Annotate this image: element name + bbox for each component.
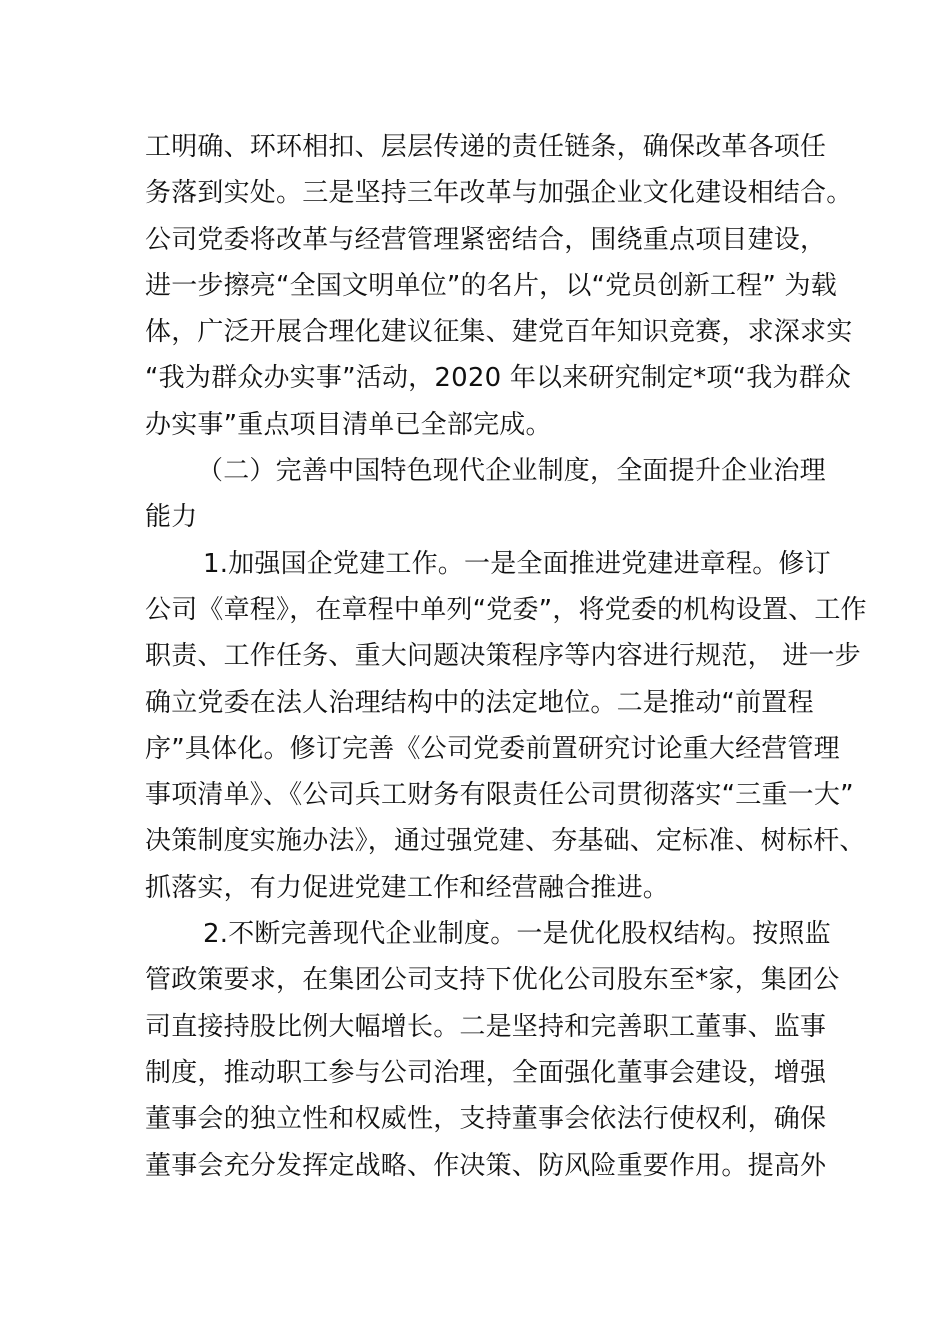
text-line: 进一步擦亮“全国文明单位”的名片，以“党员创新工程” 为载	[145, 270, 837, 301]
paragraph-start: 1.加强国企党建工作。一是全面推进党建进章程。修订	[203, 548, 831, 579]
text-line: 工明确、环环相扣、层层传递的责任链条，确保改革各项任	[145, 132, 827, 162]
text-line: “我为群众办实事”活动，2020 年以来研究制定*项“我为群众	[145, 363, 852, 394]
text-line: 管政策要求，在集团公司支持下优化公司股东至*家，集团公	[145, 965, 840, 996]
body-text	[145, 124, 867, 1189]
text-line: 公司《章程》，在章程中单列“党委”，将党委的机构设置、工作	[145, 594, 867, 625]
text-line: 公司党委将改革与经营管理紧密结合，围绕重点项目建设，	[145, 224, 827, 255]
text-line: 董事会充分发挥定战略、作决策、防风险重要作用。提高外	[145, 1150, 827, 1181]
text-line: 制度，推动职工参与公司治理，全面强化董事会建设，增强	[145, 1057, 827, 1088]
text-line: 办实事”重点项目清单已全部完成。	[145, 409, 552, 440]
text-line: 董事会的独立性和权威性，支持董事会依法行使权利，确保	[145, 1104, 827, 1135]
section-heading: （二）完善中国特色现代企业制度，全面提升企业治理	[197, 456, 826, 487]
text-line: 确立党委在法人治理结构中的法定地位。二是推动“前置程	[145, 687, 814, 718]
text-line: 体，广泛开展合理化建议征集、建党百年知识竞赛，求深求实	[145, 317, 853, 348]
text-line: 事项清单》、《公司兵工财务有限责任公司贯彻落实“三重一大”	[145, 780, 854, 811]
text-line: 抓落实，有力促进党建工作和经营融合推进。	[145, 872, 670, 903]
text-line: 序”具体化。修订完善《公司党委前置研究讨论重大经营管理	[145, 733, 840, 764]
text-line: 决策制度实施办法》，通过强党建、夯基础、定标准、树标杆、	[145, 826, 866, 857]
text-line: 职责、工作任务、重大问题决策程序等内容进行规范， 进一步	[145, 641, 861, 672]
text-line: 务落到实处。三是坚持三年改革与加强企业文化建设相结合。	[145, 178, 853, 209]
text-line: 司直接持股比例大幅增长。二是坚持和完善职工董事、监事	[145, 1011, 827, 1042]
paragraph-start: 2.不断完善现代企业制度。一是优化股权结构。按照监	[203, 919, 831, 950]
section-heading-continued: 能力	[145, 502, 198, 533]
